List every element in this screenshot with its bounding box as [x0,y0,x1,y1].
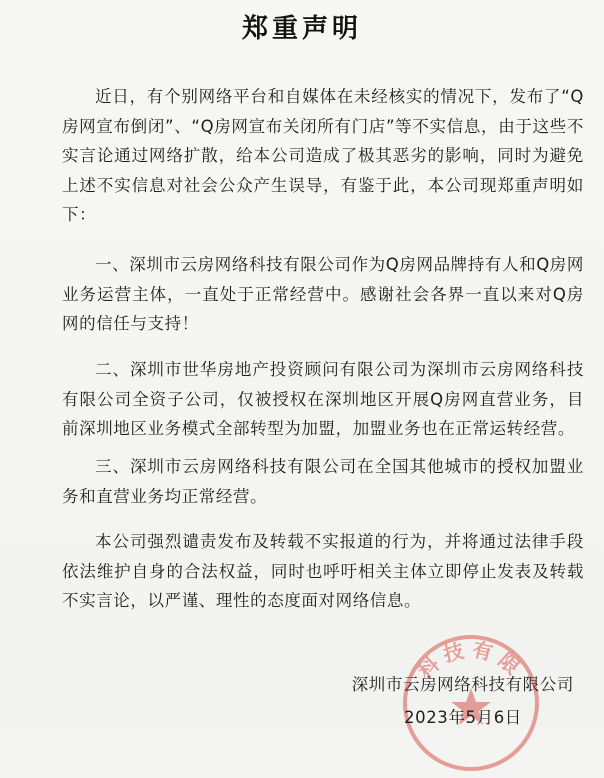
paragraph-point-3: 三、深圳市云房网络科技有限公司在全国其他城市的授权加盟业务和直营业务均正常经营。 [62,457,584,506]
paragraph-point-1: 一、深圳市云房网络科技有限公司作为Q房网品牌持有人和Q房网业务运营主体，一直处于正常经营中。感谢社会各界一直以来对Q房网的信任与支持！ [62,255,584,333]
paragraph-intro: 近日，有个别网络平台和自媒体在未经核实的情况下，发布了“Q房网宣布倒闭”、“Q房网宣布关闭所有门店”等不实信息，由于这些不实言论通过网络扩散，给本公司造成了极其恶劣的影响，同时为避免上述不实信息对社会公众产生误导，有鉴于此，本公司现郑重声明如下： [62,87,584,224]
signature-date: 2023年5月6日 [404,708,522,727]
paragraph-point-2: 二、深圳市世华房地产投资顾问有限公司为深圳市云房网络科技有限公司全资子公司，仅被授权在深圳地区开展Q房网直营业务，目前深圳地区业务模式全部转型为加盟，加盟业务也在正常运转经营。 [62,360,584,438]
paragraph-closing: 本公司强烈谴责发布及转载不实报道的行为，并将通过法律手段依法维护自身的合法权益，同时也呼吁相关主体立即停止发表及转载不实言论，以严谨、理性的态度面对网络信息。 [62,532,584,610]
svg-text:科技有限: 科技有限 [412,636,530,684]
company-seal-stamp [396,628,546,778]
signature-company: 深圳市云房网络科技有限公司 [351,675,574,694]
document-title: 郑重声明 [241,14,362,44]
